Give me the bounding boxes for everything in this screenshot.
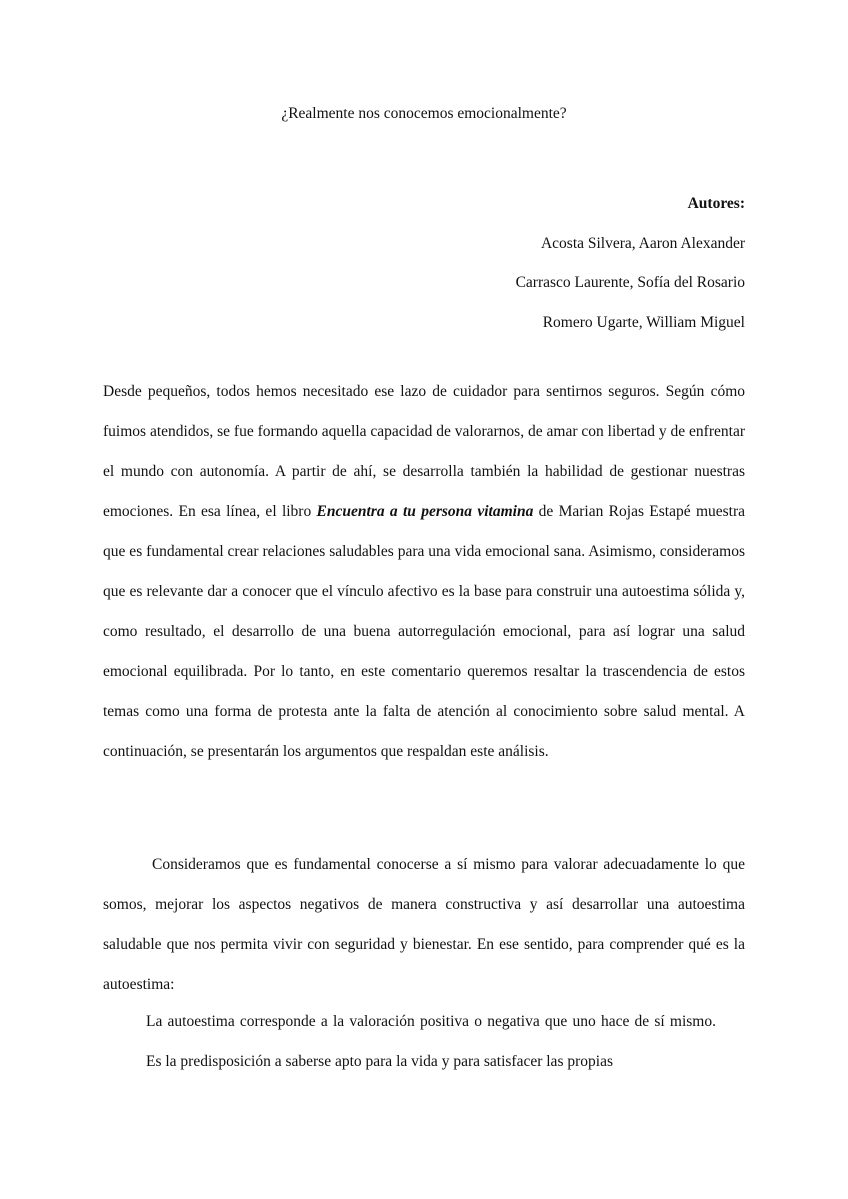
author-name: Romero Ugarte, William Miguel (542, 313, 745, 331)
paragraph-text: de Marian Rojas Estapé muestra que es fundamental crear relaciones saludables para una vida emocional sana. Asimismo, consideramos que es relevante dar a conocer que el vínculo afectivo es la base para construir una autoestima sólida y, como resultado, el desarrollo de una buena autorregulación emocional, para así lograr una salud emocional equilibrada. Por lo tanto, en este comentario queremos resaltar la trascendencia de estos temas como una forma de protesta ante la falta de atención al conocimiento sobre salud mental. A continuación, se presentarán los argumentos que respaldan este análisis. (103, 503, 746, 760)
book-title: Encuentra a tu persona vitamina (316, 503, 534, 520)
author-name: Acosta Silvera, Aaron Alexander (540, 234, 745, 252)
document-title: ¿Realmente nos conocemos emocionalmente? (281, 105, 567, 122)
authors-heading: Autores: (687, 195, 745, 212)
paragraph-text: Desde pequeños, todos hemos necesitado ese lazo de cuidador para sentirnos seguros. Según cómo fuimos atendidos, se fue formando aquella capacidad de valorarnos, de amar con libertad y de enfrentar el mundo con autonomía. A partir de ahí, se desarrolla también la habilidad de gestionar nuestras emociones. En esa línea, el libro (103, 383, 745, 520)
authors-block (516, 184, 745, 342)
argument-paragraph: Consideramos que es fundamental conocerse a sí mismo para valorar adecuadamente lo que somos, mejorar los aspectos negativos de manera constructiva y así desarrollar una autoestima saludable que nos permita vivir con seguridad y bienestar. En ese sentido, para comprender qué es la autoestima: (103, 856, 745, 993)
block-quote: La autoestima corresponde a la valoración positiva o negativa que uno hace de sí mismo. Es la predisposición a saberse apto para la vida y para satisfacer las propias (146, 1013, 716, 1070)
author-name: Carrasco Laurente, Sofía del Rosario (515, 274, 745, 291)
introduction-paragraph (103, 372, 745, 772)
